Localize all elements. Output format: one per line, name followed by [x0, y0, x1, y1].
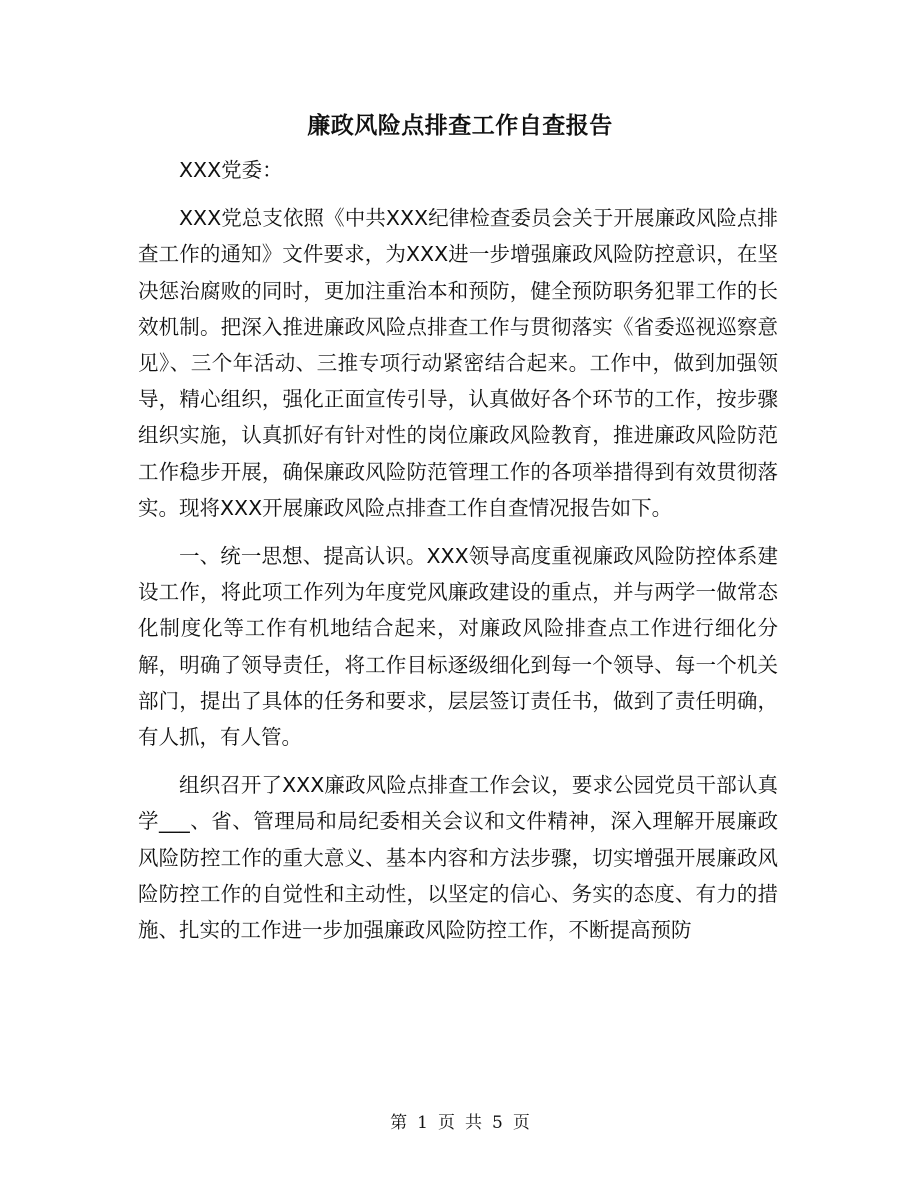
page-footer — [0, 1111, 920, 1135]
footer-label-total: 共 — [465, 1113, 482, 1133]
footer-label-page-unit: 页 — [438, 1113, 455, 1133]
paragraph-intro: XXX党总支依照《中共XXX纪律检查委员会关于开展廉政风险点排查工作的通知》文件要求，为XXX进一步增强廉政风险防控意识，在坚决惩治腐败的同时，更加注重治本和预防，健全预防职务犯罪工作的长效机制。把深入推进廉政风险点排查工作与贯彻落实《省委巡视巡察意见》、三个年活动、三推专项行动紧密结合起来。工作中，做到加强领导，精心组织，强化正面宣传引导，认真做好各个环节的工作，按步骤组织实施，认真抓好有针对性的岗位廉政风险教育，推进廉政风险防范工作稳步开展，确保廉政风险防范管理工作的各项举措得到有效贯彻落实。现将XXX开展廉政风险点排查工作自查情况报告如下。 — [138, 206, 778, 520]
footer-label-total-unit: 页 — [512, 1113, 530, 1133]
document-title: 廉政风险点排查工作自查报告 — [307, 113, 613, 139]
footer-current-page: 1 — [417, 1113, 428, 1133]
salutation: XXX党委： — [179, 158, 283, 182]
paragraph-section-1: 一、统一思想、提高认识。XXX领导高度重视廉政风险防控体系建设工作，将此项工作列为年度党风廉政建设的重点，并与两学一做常态化制度化等工作有机地结合起来，对廉政风险排查点工作进行细化分解，明确了领导责任，将工作目标逐级细化到每一个领导、每一个机关部门，提出了具体的任务和要求，层层签订责任书，做到了责任明确，有人抓，有人管。 — [138, 544, 778, 750]
document-body — [138, 152, 778, 960]
footer-label-page: 第 — [390, 1113, 408, 1133]
paragraph-meeting: 组织召开了XXX廉政风险点排查工作会议，要求公园党员干部认真学___、省、管理局和局纪委相关会议和文件精神，深入理解开展廉政风险防控工作的重大意义、基本内容和方法步骤，切实增强开展廉政风险防控工作的自觉性和主动性，以坚定的信心、务实的态度、有力的措施、扎实的工作进一步加强廉政风险防控工作，不断提高预防 — [138, 773, 778, 943]
footer-total-pages: 5 — [492, 1113, 503, 1133]
